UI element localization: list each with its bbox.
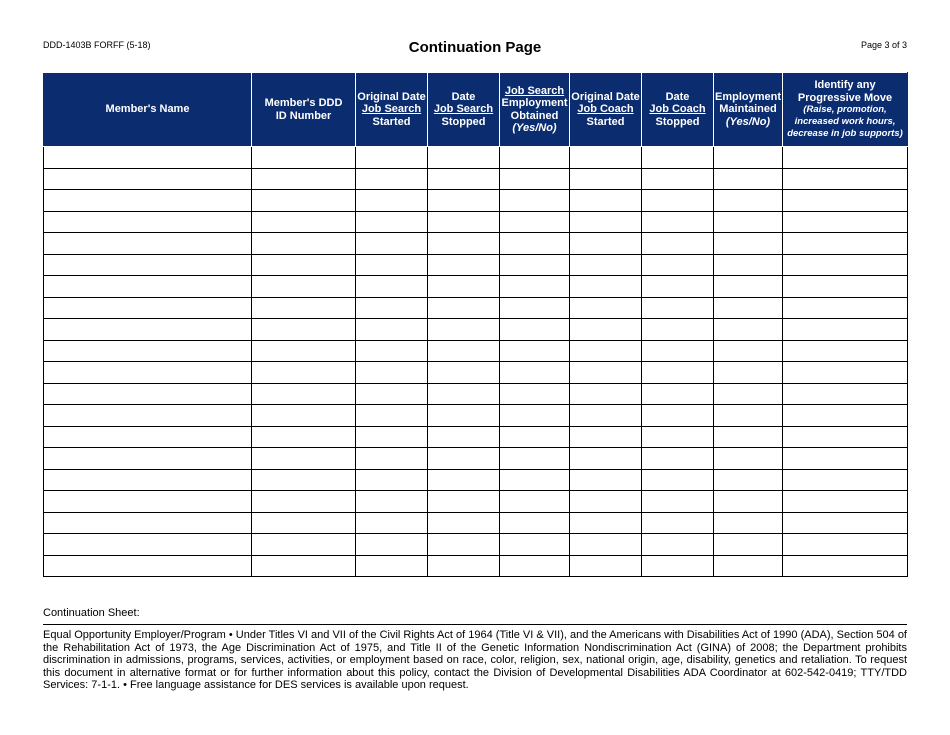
entry-cell[interactable]	[252, 254, 356, 276]
entry-cell[interactable]	[570, 233, 642, 255]
entry-cell[interactable]	[570, 254, 642, 276]
table-row	[44, 340, 908, 362]
entry-cell[interactable]	[570, 147, 642, 169]
entry-cell[interactable]	[356, 512, 428, 534]
entry-cell[interactable]	[356, 211, 428, 233]
column-header-text: Original Date	[571, 90, 640, 103]
entry-cell[interactable]	[428, 534, 500, 556]
entry-cell[interactable]	[252, 340, 356, 362]
entry-cell[interactable]	[570, 276, 642, 298]
entry-cell[interactable]	[642, 233, 714, 255]
entry-cell[interactable]	[783, 211, 908, 233]
equal-opportunity-notice: Equal Opportunity Employer/Program • Under Titles VI and VII of the Civil Rights Act of 1964 (Title VI & VII), and the Americans with Disabilities Act of 1990 (ADA), Section 504 of the Rehabilitation Act of 1973, the Age Discrimination Act of 1975, and Title II of the Genetic Information Nondiscrimination Act (GINA) of 2008; the Department prohibits discrimination in admissions, programs, services, activities, or employment based on race, color, religion, sex, national origin, age, disability, genetics and retaliation. To request this document in alternative format or for further information about this policy, contact the Division of Developmental Disabilities ADA Coordinator at 602-542-0419; TTY/TDD Services: 7-1-1. • Free language assistance for DES services is available upon request.	[43, 629, 907, 692]
entry-cell[interactable]	[783, 168, 908, 190]
entry-cell[interactable]	[642, 383, 714, 405]
entry-cell[interactable]	[570, 469, 642, 491]
entry-cell[interactable]	[356, 254, 428, 276]
entry-cell[interactable]	[428, 555, 500, 577]
entry-cell[interactable]	[714, 190, 783, 212]
entry-cell[interactable]	[356, 405, 428, 427]
column-header-text: Job Coach	[577, 103, 634, 116]
entry-cell[interactable]	[356, 469, 428, 491]
column-header	[714, 73, 783, 147]
entry-cell[interactable]	[783, 233, 908, 255]
entry-cell[interactable]	[252, 426, 356, 448]
entry-cell[interactable]	[783, 362, 908, 384]
table-row	[44, 491, 908, 513]
entry-cell[interactable]	[252, 147, 356, 169]
entry-cell[interactable]	[44, 362, 252, 384]
entry-cell[interactable]	[44, 211, 252, 233]
entry-cell[interactable]	[783, 297, 908, 319]
entry-cell[interactable]	[570, 168, 642, 190]
entry-cell[interactable]	[44, 491, 252, 513]
entry-cell[interactable]	[500, 233, 570, 255]
table-row	[44, 512, 908, 534]
entry-cell[interactable]	[783, 190, 908, 212]
entry-cell[interactable]	[783, 405, 908, 427]
entry-cell[interactable]	[570, 491, 642, 513]
entry-cell[interactable]	[356, 534, 428, 556]
entry-cell[interactable]	[500, 469, 570, 491]
entry-cell[interactable]	[570, 448, 642, 470]
table-row	[44, 147, 908, 169]
entry-cell[interactable]	[44, 297, 252, 319]
entry-cell[interactable]	[570, 297, 642, 319]
entry-cell[interactable]	[428, 362, 500, 384]
column-header	[642, 73, 714, 147]
column-header-text: Employment	[501, 97, 568, 109]
entry-cell[interactable]	[642, 168, 714, 190]
entry-cell[interactable]	[500, 534, 570, 556]
entry-cell[interactable]	[783, 319, 908, 341]
entry-cell[interactable]	[642, 448, 714, 470]
entry-cell[interactable]	[783, 383, 908, 405]
entry-cell[interactable]	[500, 362, 570, 384]
table-header-row	[44, 73, 908, 147]
entry-cell[interactable]	[714, 147, 783, 169]
column-header	[570, 73, 642, 147]
entry-cell[interactable]	[356, 340, 428, 362]
entry-cell[interactable]	[252, 491, 356, 513]
column-header	[356, 73, 428, 147]
entry-cell[interactable]	[714, 555, 783, 577]
entry-cell[interactable]	[570, 555, 642, 577]
continuation-table	[43, 72, 908, 577]
column-header-text: ID Number	[275, 109, 332, 122]
entry-cell[interactable]	[642, 491, 714, 513]
entry-cell[interactable]	[714, 319, 783, 341]
entry-cell[interactable]	[783, 469, 908, 491]
column-header-text: Stopped	[655, 115, 700, 128]
form-id: DDD-1403B FORFF (5-18)	[43, 40, 151, 50]
entry-cell[interactable]	[714, 297, 783, 319]
entry-cell[interactable]	[642, 147, 714, 169]
entry-cell[interactable]	[714, 233, 783, 255]
entry-cell[interactable]	[252, 448, 356, 470]
table-row	[44, 319, 908, 341]
table-row	[44, 469, 908, 491]
entry-cell[interactable]	[500, 211, 570, 233]
table-row	[44, 362, 908, 384]
column-header-text: Maintained	[719, 103, 777, 116]
column-header	[252, 73, 356, 147]
entry-cell[interactable]	[44, 319, 252, 341]
entry-cell[interactable]	[714, 362, 783, 384]
entry-cell[interactable]	[428, 297, 500, 319]
column-header-text: Obtained	[510, 109, 559, 122]
column-header-text: Identify any	[814, 79, 876, 91]
entry-cell[interactable]	[500, 319, 570, 341]
entry-cell[interactable]	[500, 276, 570, 298]
table-row	[44, 233, 908, 255]
entry-cell[interactable]	[500, 491, 570, 513]
column-header-text: Original Date	[357, 90, 426, 103]
entry-cell[interactable]	[428, 276, 500, 298]
entry-cell[interactable]	[500, 190, 570, 212]
entry-cell[interactable]	[570, 426, 642, 448]
table-body	[44, 147, 908, 577]
entry-cell[interactable]	[783, 534, 908, 556]
entry-cell[interactable]	[500, 512, 570, 534]
entry-cell[interactable]	[428, 319, 500, 341]
entry-cell[interactable]	[252, 534, 356, 556]
entry-cell[interactable]	[642, 254, 714, 276]
entry-cell[interactable]	[428, 147, 500, 169]
entry-cell[interactable]	[356, 383, 428, 405]
entry-cell[interactable]	[642, 211, 714, 233]
entry-cell[interactable]	[44, 147, 252, 169]
entry-cell[interactable]	[44, 512, 252, 534]
column-header	[44, 73, 252, 147]
entry-cell[interactable]	[714, 168, 783, 190]
entry-cell[interactable]	[44, 555, 252, 577]
entry-cell[interactable]	[252, 233, 356, 255]
entry-cell[interactable]	[570, 211, 642, 233]
entry-cell[interactable]	[642, 512, 714, 534]
entry-cell[interactable]	[500, 340, 570, 362]
entry-cell[interactable]	[356, 168, 428, 190]
entry-cell[interactable]	[714, 254, 783, 276]
column-header-text: Employment	[715, 90, 782, 103]
entry-cell[interactable]	[570, 362, 642, 384]
column-header	[428, 73, 500, 147]
entry-cell[interactable]	[783, 491, 908, 513]
entry-cell[interactable]	[44, 168, 252, 190]
entry-cell[interactable]	[428, 405, 500, 427]
entry-cell[interactable]	[252, 319, 356, 341]
entry-cell[interactable]	[500, 405, 570, 427]
entry-cell[interactable]	[356, 233, 428, 255]
entry-cell[interactable]	[428, 469, 500, 491]
entry-cell[interactable]	[44, 426, 252, 448]
entry-cell[interactable]	[714, 448, 783, 470]
entry-cell[interactable]	[252, 276, 356, 298]
column-header-text: decrease in job supports)	[787, 128, 903, 139]
entry-cell[interactable]	[44, 276, 252, 298]
entry-cell[interactable]	[642, 340, 714, 362]
entry-cell[interactable]	[252, 297, 356, 319]
entry-cell[interactable]	[570, 512, 642, 534]
entry-cell[interactable]	[356, 276, 428, 298]
entry-cell[interactable]	[356, 147, 428, 169]
column-header-text: (Yes/No)	[725, 115, 771, 128]
table-row	[44, 190, 908, 212]
entry-cell[interactable]	[428, 491, 500, 513]
entry-cell[interactable]	[783, 448, 908, 470]
entry-cell[interactable]	[570, 534, 642, 556]
entry-cell[interactable]	[500, 297, 570, 319]
entry-cell[interactable]	[428, 168, 500, 190]
entry-cell[interactable]	[252, 190, 356, 212]
table-row	[44, 426, 908, 448]
column-header	[783, 73, 908, 147]
entry-cell[interactable]	[642, 319, 714, 341]
entry-cell[interactable]	[428, 383, 500, 405]
entry-cell[interactable]	[500, 168, 570, 190]
table-row	[44, 448, 908, 470]
column-header-text: Member's DDD	[264, 97, 343, 109]
column-header-text: Started	[372, 115, 411, 128]
table-row	[44, 254, 908, 276]
entry-cell[interactable]	[500, 426, 570, 448]
entry-cell[interactable]	[714, 469, 783, 491]
entry-cell[interactable]	[714, 405, 783, 427]
entry-cell[interactable]	[500, 448, 570, 470]
entry-cell[interactable]	[714, 512, 783, 534]
entry-cell[interactable]	[44, 469, 252, 491]
entry-cell[interactable]	[428, 448, 500, 470]
entry-cell[interactable]	[44, 233, 252, 255]
entry-cell[interactable]	[252, 512, 356, 534]
entry-cell[interactable]	[500, 254, 570, 276]
entry-cell[interactable]	[714, 340, 783, 362]
entry-cell[interactable]	[356, 319, 428, 341]
entry-cell[interactable]	[570, 340, 642, 362]
entry-cell[interactable]	[714, 211, 783, 233]
entry-cell[interactable]	[428, 512, 500, 534]
entry-cell[interactable]	[356, 448, 428, 470]
table-row	[44, 297, 908, 319]
entry-cell[interactable]	[252, 211, 356, 233]
entry-cell[interactable]	[642, 297, 714, 319]
entry-cell[interactable]	[714, 276, 783, 298]
entry-cell[interactable]	[500, 555, 570, 577]
column-header-text: Job Search	[504, 84, 565, 97]
entry-cell[interactable]	[356, 297, 428, 319]
entry-cell[interactable]	[44, 254, 252, 276]
entry-cell[interactable]	[783, 147, 908, 169]
entry-cell[interactable]	[714, 491, 783, 513]
divider	[43, 624, 907, 625]
entry-cell[interactable]	[44, 448, 252, 470]
entry-cell[interactable]	[642, 362, 714, 384]
entry-cell[interactable]	[500, 383, 570, 405]
entry-cell[interactable]	[428, 211, 500, 233]
column-header-text: Job Search	[361, 103, 422, 116]
entry-cell[interactable]	[428, 190, 500, 212]
table-row	[44, 555, 908, 577]
table-row	[44, 383, 908, 405]
column-header-text: Date	[665, 90, 690, 103]
column-header-text: Started	[586, 115, 625, 128]
entry-cell[interactable]	[570, 383, 642, 405]
table-row	[44, 534, 908, 556]
entry-cell[interactable]	[570, 190, 642, 212]
entry-cell[interactable]	[44, 405, 252, 427]
column-header-text: Progressive Move	[797, 91, 893, 104]
entry-cell[interactable]	[642, 555, 714, 577]
entry-cell[interactable]	[642, 469, 714, 491]
entry-cell[interactable]	[714, 534, 783, 556]
entry-cell[interactable]	[356, 362, 428, 384]
table-row	[44, 211, 908, 233]
entry-cell[interactable]	[642, 426, 714, 448]
continuation-sheet-label: Continuation Sheet:	[43, 607, 140, 619]
entry-cell[interactable]	[714, 426, 783, 448]
entry-cell[interactable]	[356, 491, 428, 513]
column-header-text: increased work hours,	[794, 116, 896, 127]
column-header-text: Member's Name	[105, 103, 190, 116]
entry-cell[interactable]	[570, 405, 642, 427]
entry-cell[interactable]	[783, 512, 908, 534]
entry-cell[interactable]	[356, 426, 428, 448]
entry-cell[interactable]	[783, 254, 908, 276]
entry-cell[interactable]	[428, 254, 500, 276]
entry-cell[interactable]	[44, 534, 252, 556]
entry-cell[interactable]	[570, 319, 642, 341]
entry-cell[interactable]	[252, 555, 356, 577]
entry-cell[interactable]	[642, 534, 714, 556]
column-header-text: Stopped	[441, 115, 486, 128]
entry-cell[interactable]	[642, 276, 714, 298]
entry-cell[interactable]	[252, 469, 356, 491]
entry-cell[interactable]	[356, 555, 428, 577]
entry-cell[interactable]	[252, 168, 356, 190]
entry-cell[interactable]	[642, 405, 714, 427]
entry-cell[interactable]	[428, 233, 500, 255]
column-header-text: Date	[451, 90, 476, 103]
entry-cell[interactable]	[714, 383, 783, 405]
column-header	[500, 73, 570, 147]
entry-cell[interactable]	[428, 340, 500, 362]
entry-cell[interactable]	[500, 147, 570, 169]
column-header-text: Job Coach	[649, 103, 706, 116]
entry-cell[interactable]	[356, 190, 428, 212]
entry-cell[interactable]	[252, 405, 356, 427]
entry-cell[interactable]	[783, 340, 908, 362]
column-header-text: (Yes/No)	[512, 122, 557, 134]
table-row	[44, 276, 908, 298]
page-title: Continuation Page	[408, 39, 542, 56]
entry-cell[interactable]	[783, 276, 908, 298]
column-header-text: (Raise, promotion,	[803, 104, 887, 115]
entry-cell[interactable]	[44, 383, 252, 405]
entry-cell[interactable]	[44, 340, 252, 362]
entry-cell[interactable]	[44, 190, 252, 212]
entry-cell[interactable]	[642, 190, 714, 212]
table-row	[44, 405, 908, 427]
page-number: Page 3 of 3	[860, 40, 907, 50]
entry-cell[interactable]	[783, 426, 908, 448]
entry-cell[interactable]	[252, 383, 356, 405]
column-header-text: Job Search	[433, 103, 494, 116]
entry-cell[interactable]	[428, 426, 500, 448]
entry-cell[interactable]	[783, 555, 908, 577]
entry-cell[interactable]	[252, 362, 356, 384]
table-row	[44, 168, 908, 190]
